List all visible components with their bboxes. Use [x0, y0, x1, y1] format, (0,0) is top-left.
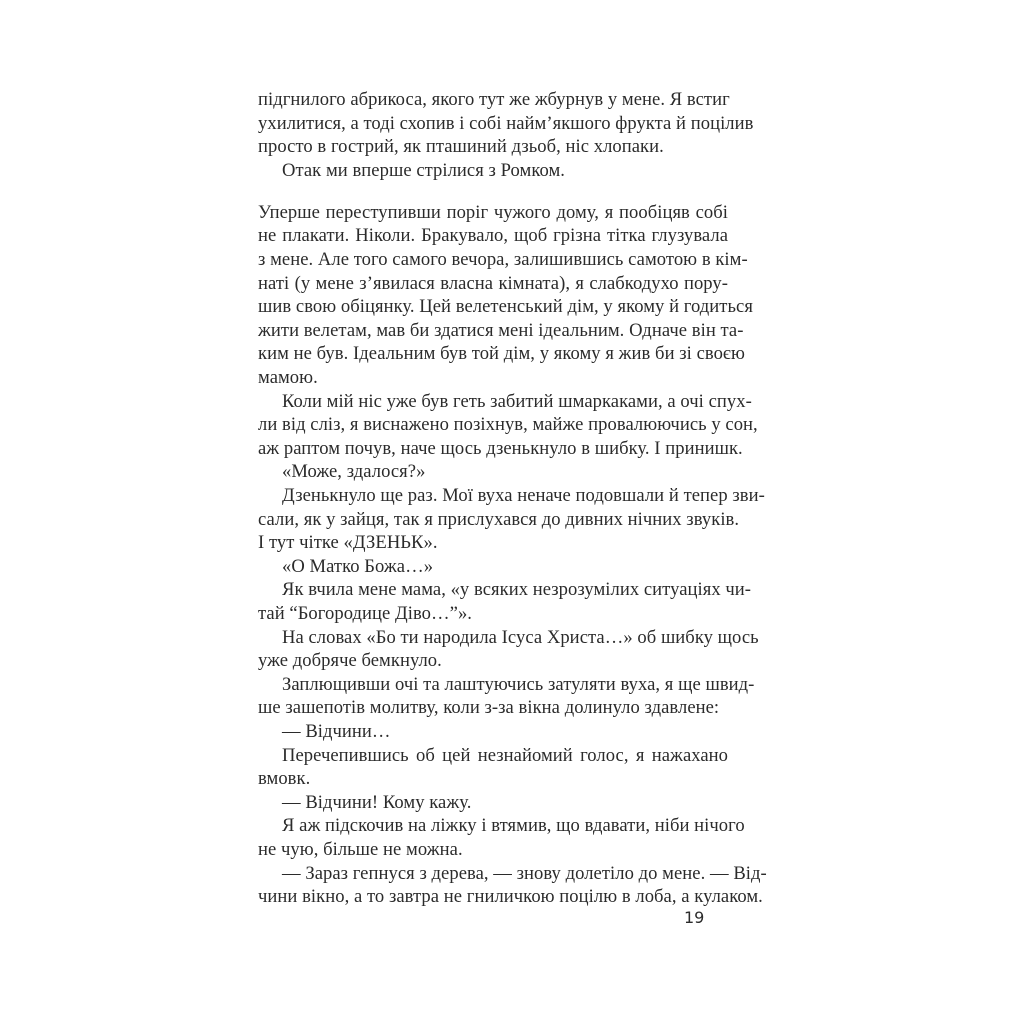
text-line: Коли мій ніс уже був геть забитий шмаркаками, а очі спух- — [282, 390, 752, 412]
text-line: не чую, більше не можна. — [258, 838, 463, 860]
text-line: На словах «Бо ти народила Ісуса Христа…» об шибку щось — [282, 626, 759, 648]
paragraph — [258, 720, 728, 744]
text-line: підгнилого абрикоса, якого тут же жбурнув у мене. Я встиг — [258, 89, 730, 110]
paragraph — [258, 862, 767, 909]
paragraph — [258, 390, 758, 461]
text-line: сали, як у зайця, так я прислухався до дивних нічних звуків. — [258, 508, 740, 530]
text-line: не плакати. Ніколи. Бракувало, щоб грізна тітка глузувала — [258, 225, 728, 247]
text-line: жити велетам, мав би здатися мені ідеальним. Одначе він та- — [258, 319, 744, 341]
text-line: «О Матко Божа…» — [282, 555, 434, 577]
paragraph — [258, 460, 728, 484]
paragraph — [258, 555, 728, 579]
text-line: Перечепившись об цей незнайомий голос, я нажахано — [282, 744, 728, 766]
book-page-text — [258, 88, 767, 909]
text-line: — Відчини… — [282, 720, 391, 742]
paragraph — [258, 814, 745, 861]
text-line: шив свою обіцянку. Цей велетенський дім, у якому й годиться — [258, 296, 753, 318]
paragraph — [258, 484, 765, 555]
paragraph — [258, 626, 759, 673]
text-line: чини вікно, а то завтра не гниличкою поцілю в лоба, а кулаком. — [258, 886, 763, 908]
text-line: ухилитися, а тоді схопив і собі найм’якшого фрукта й поцілив — [258, 112, 754, 134]
text-line: Дзенькнуло ще раз. Мої вуха неначе подовшали й тепер зви- — [282, 485, 765, 506]
text-line: І тут чітке «ДЗЕНЬК». — [258, 532, 438, 554]
paragraph — [258, 88, 754, 159]
text-line: аж раптом почув, наче щось дзенькнуло в шибку. І принишк. — [258, 437, 743, 459]
text-line: наті (у мене з’явилася власна кімната), я слабкодухо пору- — [258, 272, 728, 294]
text-line: вмовк. — [258, 768, 311, 790]
paragraph — [258, 159, 728, 183]
text-line: тай “Богородице Діво…”». — [258, 602, 473, 624]
paragraph — [258, 673, 755, 720]
text-line: Як вчила мене мама, «у всяких незрозумілих ситуаціях чи- — [282, 579, 752, 601]
paragraph — [258, 791, 728, 815]
text-line: Отак ми вперше стрілися з Ромком. — [282, 159, 566, 181]
paragraph — [258, 578, 752, 625]
text-line: уже добряче бемкнуло. — [258, 650, 442, 672]
page-number: 19 — [684, 908, 705, 927]
text-line: ли від сліз, я виснажено позіхнув, майже провалюючись у сон, — [258, 414, 758, 436]
text-line: «Може, здалося?» — [282, 461, 426, 483]
text-line: ше зашепотів молитву, коли з-за вікна долинуло здавлене: — [258, 697, 720, 719]
paragraph — [258, 744, 728, 791]
section-break — [258, 182, 728, 201]
text-line: ким не був. Ідеальним був той дім, у якому я жив би зі своєю — [258, 343, 745, 365]
text-line: — Зараз гепнуся з дерева, — знову долетіло до мене. — Від- — [282, 862, 767, 884]
text-line: Заплющивши очі та лаштуючись затуляти вуха, я ще швид- — [282, 673, 755, 695]
text-line: просто в гострий, як пташиний дзьоб, ніс хлопаки. — [258, 136, 664, 158]
text-line: — Відчини! Кому кажу. — [282, 791, 472, 813]
text-line: Я аж підскочив на ліжку і втямив, що вдавати, ніби нічого — [282, 815, 745, 837]
text-line: з мене. Але того самого вечора, залишившись самотою в кім- — [258, 249, 748, 271]
text-line: мамою. — [258, 367, 318, 389]
paragraph — [258, 201, 753, 390]
text-line: Уперше переступивши поріг чужого дому, я пообіцяв собі — [258, 201, 728, 223]
